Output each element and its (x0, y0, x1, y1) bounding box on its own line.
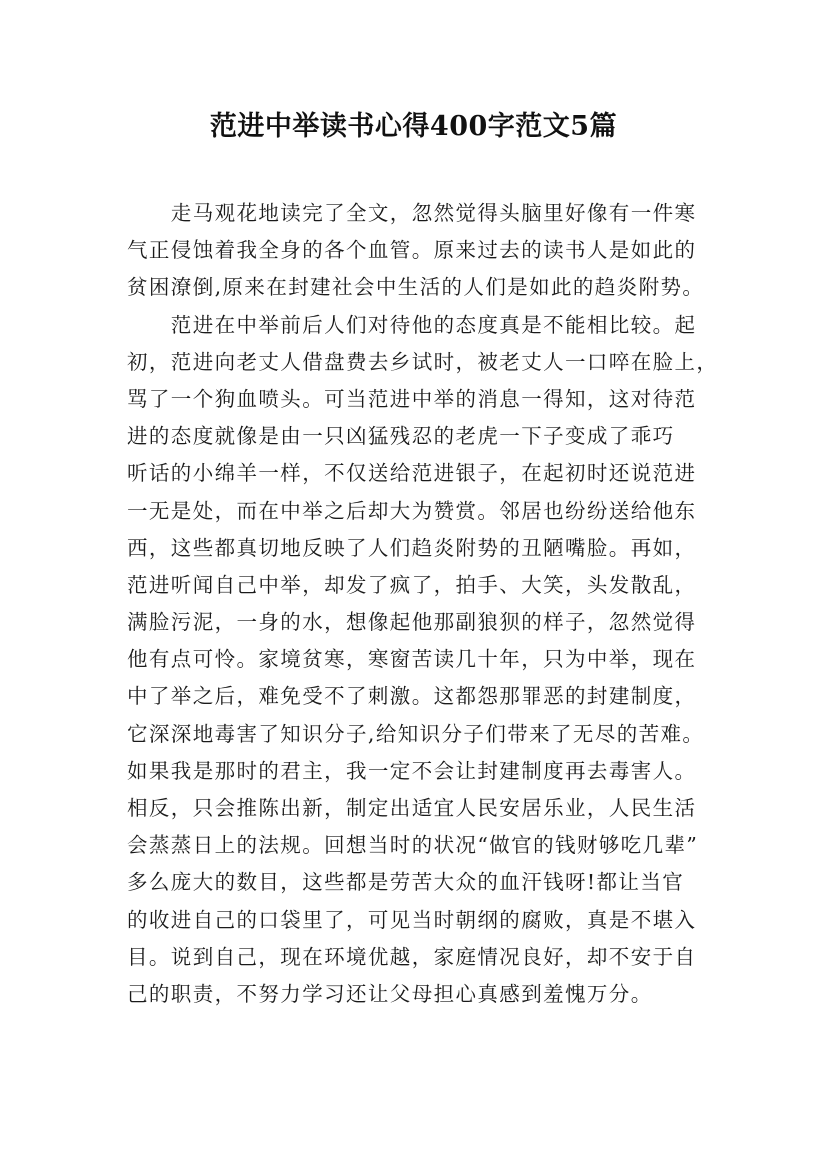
body-line: 如果我是那时的君主，我一定不会让封建制度再去毒害人。 (127, 758, 697, 783)
body-line: 它深深地毒害了知识分子,给知识分子们带来了无尽的苦难。 (127, 721, 705, 746)
body-line: 骂了一个狗血喷头。可当范进中举的消息一得知，这对待范 (127, 386, 697, 411)
body-line: 中了举之后，难免受不了刺激。这都怨那罪恶的封建制度， (127, 684, 697, 709)
body-line: 目。说到自己，现在环境优越，家庭情况良好，却不安于自 (127, 944, 697, 969)
body-line: 初，范进向老丈人借盘费去乡试时，被老丈人一口啐在脸上， (127, 349, 719, 374)
body-line: 范进听闻自己中举，却发了疯了，拍手、大笑，头发散乱， (127, 572, 697, 597)
body-line: 一无是处，而在中举之后却大为赞赏。邻居也纷纷送给他东 (127, 498, 697, 523)
body-line: 西，这些都真切地反映了人们趋炎附势的丑陋嘴脸。再如， (127, 535, 697, 560)
body-line: 听话的小绵羊一样，不仅送给范进银子，在起初时还说范进 (127, 461, 697, 486)
body-line: 己的职责，不努力学习还让父母担心真感到羞愧万分。 (127, 981, 653, 1006)
document-body (127, 195, 719, 1013)
body-line: 多么庞大的数目，这些都是劳苦大众的血汗钱呀!都让当官 (127, 870, 685, 895)
body-line: 会蒸蒸日上的法规。回想当时的状况“做官的钱财够吃几辈” (127, 833, 699, 858)
body-line: 贫困潦倒,原来在封建社会中生活的人们是如此的趋炎附势。 (127, 275, 705, 300)
body-line: 相反，只会推陈出新，制定出适宜人民安居乐业，人民生活 (127, 796, 697, 820)
body-line: 进的态度就像是由一只凶猛残忍的老虎一下子变成了乖巧 (127, 424, 675, 449)
body-line: 气正侵蚀着我全身的各个血管。原来过去的读书人是如此的 (127, 238, 697, 263)
body-line: 的收进自己的口袋里了，可见当时朝纲的腐败，真是不堪入 (127, 907, 697, 932)
body-line: 走马观花地读完了全文，忽然觉得头脑里好像有一件寒 (127, 201, 697, 225)
body-line: 满脸污泥，一身的水，想像起他那副狼狈的样子，忽然觉得 (127, 610, 697, 635)
body-line: 范进在中举前后人们对待他的态度真是不能相比较。起 (127, 312, 697, 337)
body-line: 他有点可怜。家境贫寒，寒窗苦读几十年，只为中举，现在 (127, 647, 697, 672)
document-title: 范进中举读书心得400字范文5篇 (209, 111, 618, 142)
